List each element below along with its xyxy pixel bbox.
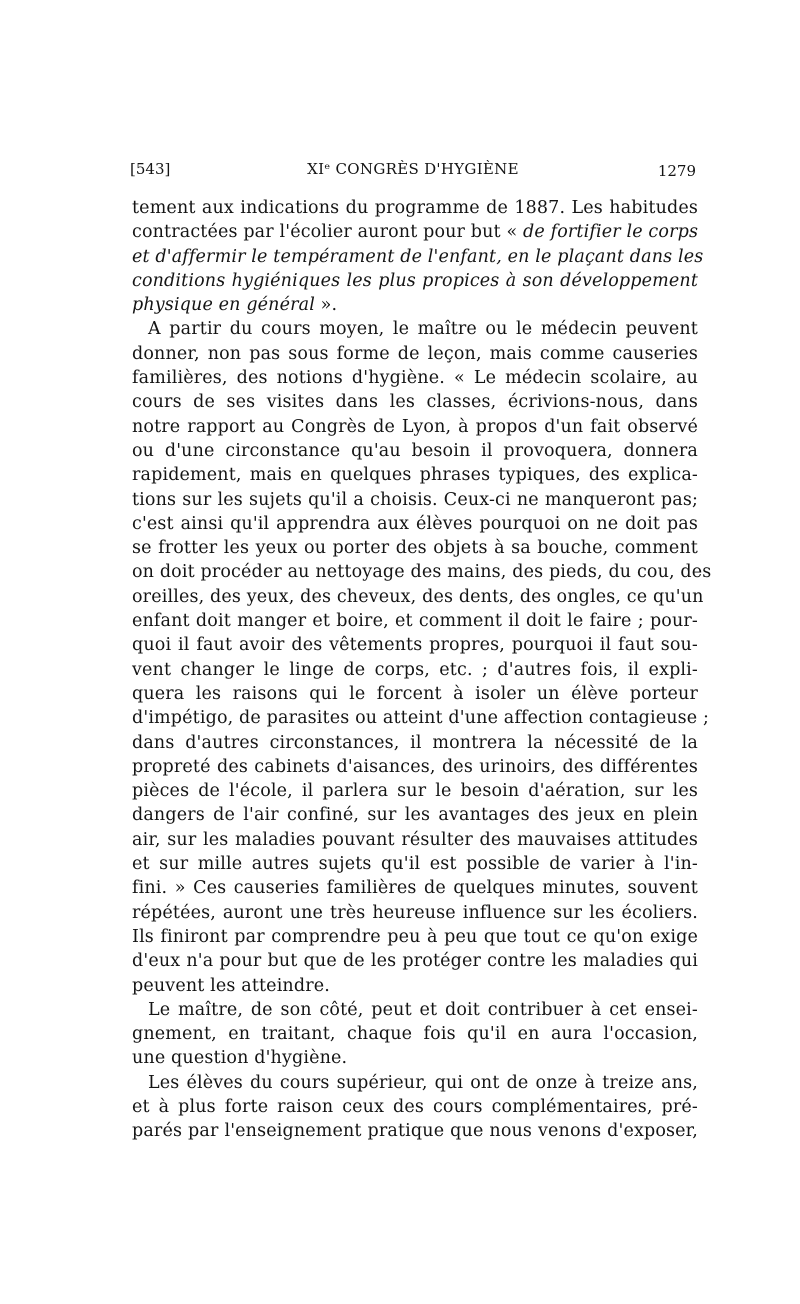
line-text: A partir du cours moyen, le maître ou le médecin peuvent xyxy=(148,319,698,340)
text-line xyxy=(132,1095,698,1119)
line-text: tions sur les sujets qu'il a choisis. Ceux-ci ne manqueront pas; xyxy=(132,489,698,510)
text-line xyxy=(132,974,698,998)
text-line xyxy=(132,220,698,244)
line-text: d'eux n'a pour but que de les protéger contre les maladies qui xyxy=(132,951,698,972)
line-text: dans d'autres circonstances, il montrera la nécessité de la xyxy=(132,732,698,753)
line-text: cours de ses visites dans les classes, écrivions-nous, dans xyxy=(132,392,698,413)
line-text: quera les raisons qui le forcent à isoler un élève porteur xyxy=(132,683,698,704)
text-line xyxy=(132,658,698,682)
text-line xyxy=(132,512,698,536)
body-text xyxy=(132,196,712,1144)
text-line xyxy=(132,633,698,657)
line-text: on doit procéder au nettoyage des mains, des pieds, du cou, des xyxy=(132,562,712,583)
text-line xyxy=(132,901,698,925)
line-text: tement aux indications du programme de 1887. Les habitudes xyxy=(132,198,698,218)
line-text: fini. » Ces causeries familières de quelques minutes, souvent xyxy=(132,878,698,899)
line-text: gnement, en traitant, chaque fois qu'il en aura l'occasion, xyxy=(132,1024,698,1045)
running-head xyxy=(130,160,696,184)
line-text: enfant doit manger et boire, et comment il doit le faire ; pour- xyxy=(132,611,698,632)
text-line xyxy=(132,196,698,220)
text-line xyxy=(132,463,698,487)
line-text: vent changer le linge de corps, etc. ; d'autres fois, il expli- xyxy=(132,659,698,680)
line-text: pièces de l'école, il parlera sur le besoin d'aération, sur les xyxy=(132,781,698,802)
line-text: rapidement, mais en quelques phrases typiques, des explica- xyxy=(132,465,698,486)
line-italic-text: et d'affermir le tempérament de l'enfant, en le plaçant dans les xyxy=(132,246,704,267)
text-line xyxy=(132,828,698,852)
line-text: oreilles, des yeux, des cheveux, des dents, des ongles, ce qu'un xyxy=(132,586,704,607)
running-title: XIᵉ CONGRÈS D'HYGIÈNE xyxy=(307,160,519,178)
line-text: propreté des cabinets d'aisances, des urinoirs, des différentes xyxy=(132,756,698,777)
text-line xyxy=(132,779,698,803)
text-line xyxy=(132,949,698,973)
text-line xyxy=(132,731,698,755)
line-text: ou d'une circonstance qu'au besoin il provoquera, donnera xyxy=(132,440,698,461)
text-line xyxy=(132,876,698,900)
text-line xyxy=(132,536,698,560)
text-line xyxy=(132,560,712,584)
text-line xyxy=(132,585,704,609)
line-text: donner, non pas sous forme de leçon, mais comme causeries xyxy=(132,343,698,364)
text-line xyxy=(132,415,698,439)
line-italic-text: de fortifier le corps xyxy=(523,222,699,243)
line-text: air, sur les maladies pouvant résulter des mauvaises attitudes xyxy=(132,829,698,850)
text-line xyxy=(132,317,698,341)
text-line xyxy=(132,852,698,876)
text-line xyxy=(132,998,698,1022)
line-text: d'impétigo, de parasites ou atteint d'une affection contagieuse ; xyxy=(132,708,710,729)
text-line xyxy=(132,755,698,779)
line-text: quoi il faut avoir des vêtements propres, pourquoi il faut sou- xyxy=(132,635,698,656)
line-text: Ils finiront par comprendre peu à peu que tout ce qu'on exige xyxy=(132,926,698,947)
line-text: dangers de l'air confiné, sur les avantages des jeux en plein xyxy=(132,805,698,826)
line-text: se frotter les yeux ou porter des objets à sa bouche, comment xyxy=(132,538,698,559)
text-line xyxy=(132,390,698,414)
line-italic-text: conditions hygiéniques les plus propices à son développement xyxy=(132,270,698,291)
line-text: une question d'hygiène. xyxy=(132,1048,348,1069)
text-line xyxy=(132,609,698,633)
line-text: notre rapport au Congrès de Lyon, à propos d'un fait observé xyxy=(132,416,698,437)
line-text: Les élèves du cours supérieur, qui ont de onze à treize ans, xyxy=(148,1072,698,1093)
line-tail-text: ». xyxy=(314,295,338,316)
text-line xyxy=(132,245,704,269)
text-line xyxy=(132,366,698,390)
text-line xyxy=(132,1022,698,1046)
text-line xyxy=(132,1046,698,1070)
line-text: et à plus forte raison ceux des cours complémentaires, pré- xyxy=(132,1096,698,1117)
text-line xyxy=(132,293,698,317)
line-text: répétées, auront une très heureuse influence sur les écoliers. xyxy=(132,902,698,923)
line-text: peuvent les atteindre. xyxy=(132,975,330,996)
text-line xyxy=(132,803,698,827)
text-line xyxy=(132,342,698,366)
text-line xyxy=(132,1071,698,1095)
line-text: c'est ainsi qu'il apprendra aux élèves pourquoi on ne doit pas xyxy=(132,513,698,534)
line-text: familières, des notions d'hygiène. « Le médecin scolaire, au xyxy=(132,368,698,389)
page-reference: [543] xyxy=(130,160,171,178)
page-number: 1279 xyxy=(657,162,696,180)
text-line xyxy=(132,439,698,463)
text-line xyxy=(132,488,698,512)
line-text: contractées par l'écolier auront pour but « xyxy=(132,222,524,243)
line-text: parés par l'enseignement pratique que nous venons d'exposer, xyxy=(132,1121,698,1142)
line-text: et sur mille autres sujets qu'il est possible de varier à l'in- xyxy=(132,854,698,875)
line-italic-text: physique en général xyxy=(132,295,315,316)
text-line xyxy=(132,682,698,706)
text-line xyxy=(132,269,698,293)
text-line xyxy=(132,925,698,949)
text-line xyxy=(132,706,710,730)
line-text: Le maître, de son côté, peut et doit contribuer à cet ensei- xyxy=(148,999,698,1020)
text-line xyxy=(132,1119,698,1143)
